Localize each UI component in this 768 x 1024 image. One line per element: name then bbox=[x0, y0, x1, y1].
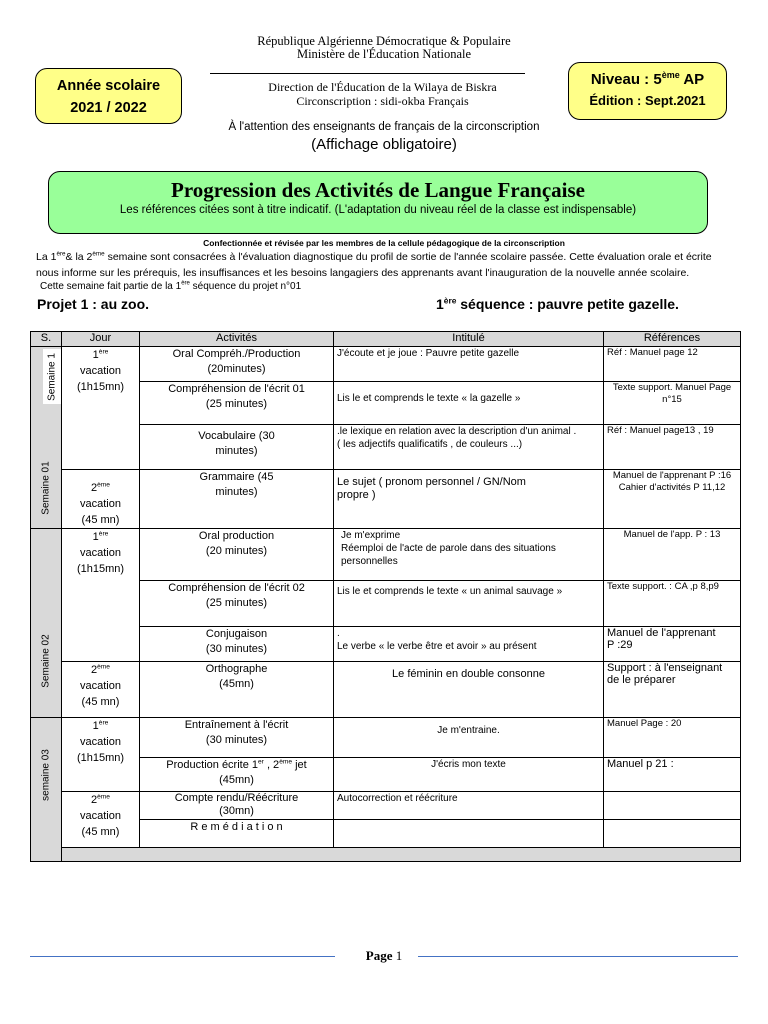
col-header-s: S. bbox=[31, 332, 62, 347]
intro-paragraph: La 1ère& la 2ème semaine sont consacrées à l'évaluation diagnostique du profil de sortie de l'année scolaire passée. Cette évaluation orale et écrite nous informe sur les prérequis, les insuffisances et les besoins langagiers des apprenants avant l'inauguration de la nouvelle année scolaire. bbox=[36, 250, 712, 279]
table-row bbox=[31, 470, 741, 529]
reference-cell bbox=[604, 820, 741, 848]
activity-cell: Grammaire (45 minutes) bbox=[140, 470, 334, 529]
reference-cell: Manuel Page : 20 bbox=[604, 718, 741, 758]
intro-sequence-note: Cette semaine fait partie de la 1ère séquence du projet n°01 bbox=[40, 280, 302, 292]
day-cell: 1ère vacation (1h15mn) bbox=[62, 718, 140, 792]
school-year-value: 2021 / 2022 bbox=[70, 100, 147, 116]
edition-label: Édition : Sept.2021 bbox=[589, 93, 706, 108]
school-year-label: Année scolaire bbox=[56, 78, 161, 94]
direction-line: Direction de l'Éducation de la Wilaya de Biskra bbox=[268, 80, 497, 94]
affichage-line: (Affichage obligatoire) bbox=[311, 136, 457, 153]
reference-cell: Réf : Manuel page13 , 19 bbox=[604, 425, 741, 470]
table-footer-band bbox=[62, 848, 741, 862]
direction-header bbox=[210, 80, 555, 108]
activity-cell: Orthographe (45mn) bbox=[140, 662, 334, 718]
week-partial-label: Semaine 1 bbox=[46, 352, 58, 401]
level-box bbox=[568, 62, 727, 120]
reference-cell: Texte support. : CA ,p 8,p9 bbox=[604, 581, 741, 627]
reference-cell bbox=[604, 792, 741, 820]
table-row bbox=[31, 529, 741, 581]
title-cell: Je m'entraine. bbox=[334, 718, 604, 758]
day-cell: 2ème vacation (45 mn) bbox=[62, 792, 140, 848]
level-label: Niveau : 5ème AP bbox=[590, 70, 705, 88]
title-cell: .le lexique en relation avec la description d'un animal . ( les adjectifs qualificatifs , de couleurs ...) bbox=[334, 425, 604, 470]
title-cell: J'écris mon texte bbox=[334, 758, 604, 792]
header-divider bbox=[210, 73, 525, 74]
school-year-box bbox=[35, 68, 182, 124]
day-cell: 2ème vacation (45 mn) bbox=[62, 470, 140, 529]
reference-cell: Manuel de l'apprenant P :16 Cahier d'activités P 11,12 bbox=[604, 470, 741, 529]
col-header-activites: Activités bbox=[140, 332, 334, 347]
page-title: Progression des Activités de Langue Française bbox=[171, 178, 585, 202]
table-header-row bbox=[31, 332, 741, 347]
republic-header bbox=[0, 35, 768, 61]
activity-cell: Compréhension de l'écrit 01 (25 minutes) bbox=[140, 382, 334, 425]
col-header-jour: Jour bbox=[62, 332, 140, 347]
week-label: Semaine 01 bbox=[40, 461, 52, 515]
reference-cell: Manuel de l'apprenant P :29 bbox=[604, 627, 741, 662]
col-header-references: Références bbox=[604, 332, 741, 347]
activity-cell: Oral Compréh./Production (20minutes) bbox=[140, 347, 334, 382]
activity-cell: Entraînement à l'écrit (30 minutes) bbox=[140, 718, 334, 758]
table-row bbox=[31, 718, 741, 758]
title-cell: Autocorrection et réécriture bbox=[334, 792, 604, 820]
col-header-intitule: Intitulé bbox=[334, 332, 604, 347]
title-cell: Lis le et comprends le texte « un animal sauvage » bbox=[334, 581, 604, 627]
week-partial-cell bbox=[43, 349, 62, 404]
table-row bbox=[31, 347, 741, 382]
activity-cell: Production écrite 1er , 2ème jet (45mn) bbox=[140, 758, 334, 792]
reference-cell: Manuel p 21 : bbox=[604, 758, 741, 792]
page-subtitle: Les références citées sont à titre indicatif. (L'adaptation du niveau réel de la classe est indispensable) bbox=[119, 204, 637, 216]
title-cell: J'écoute et je joue : Pauvre petite gazelle bbox=[334, 347, 604, 382]
ministry-line: Ministère de l'Éducation Nationale bbox=[296, 47, 472, 61]
title-cell bbox=[334, 820, 604, 848]
attention-line: À l'attention des enseignants de français de la circonscription bbox=[228, 121, 540, 133]
activity-cell: Oral production (20 minutes) bbox=[140, 529, 334, 581]
activity-cell: Compréhension de l'écrit 02 (25 minutes) bbox=[140, 581, 334, 627]
sequence-title: 1ère séquence : pauvre petite gazelle. bbox=[436, 295, 679, 312]
week-label: semaine 03 bbox=[40, 749, 52, 802]
page-footer: Page 1 bbox=[365, 948, 403, 963]
title-box bbox=[48, 171, 708, 234]
day-cell: 1ère vacation (1h15mn) bbox=[62, 347, 140, 470]
progression-table bbox=[30, 331, 741, 862]
table-row bbox=[31, 792, 741, 820]
day-cell: 2ème vacation (45 mn) bbox=[62, 662, 140, 718]
reference-cell: Manuel de l'app. P : 13 bbox=[604, 529, 741, 581]
confection-note: Confectionnée et révisée par les membres de la cellule pédagogique de la circonscription bbox=[203, 238, 565, 248]
project-title: Projet 1 : au zoo. bbox=[37, 296, 150, 312]
reference-cell: Réf : Manuel page 12 bbox=[604, 347, 741, 382]
title-cell: Le féminin en double consonne bbox=[334, 662, 604, 718]
activity-cell: R e m é d i a t i o n bbox=[140, 820, 334, 848]
title-cell: Lis le et comprends le texte « la gazelle » bbox=[334, 382, 604, 425]
title-cell: Je m'exprime Réemploi de l'acte de parole dans des situations personnelles bbox=[334, 529, 604, 581]
title-cell: . Le verbe « le verbe être et avoir » au présent bbox=[334, 627, 604, 662]
activity-cell: Conjugaison (30 minutes) bbox=[140, 627, 334, 662]
week-cell bbox=[31, 718, 62, 862]
day-cell: 1ère vacation (1h15mn) bbox=[62, 529, 140, 662]
republic-line: République Algérienne Démocratique & Populaire bbox=[257, 34, 511, 48]
reference-cell: Texte support. Manuel Page n°15 bbox=[604, 382, 741, 425]
table-row bbox=[31, 848, 741, 862]
reference-cell: Support : à l'enseignant de le préparer bbox=[604, 662, 741, 718]
activity-cell: Vocabulaire (30 minutes) bbox=[140, 425, 334, 470]
week-label: Semaine 02 bbox=[40, 633, 52, 688]
week-cell bbox=[31, 529, 62, 718]
table-row bbox=[31, 662, 741, 718]
circonscription-line: Circonscription : sidi-okba Français bbox=[296, 94, 469, 108]
title-cell: Le sujet ( pronom personnel / GN/Nom propre ) bbox=[334, 470, 604, 529]
activity-cell: Compte rendu/Réécriture (30mn) bbox=[140, 792, 334, 820]
